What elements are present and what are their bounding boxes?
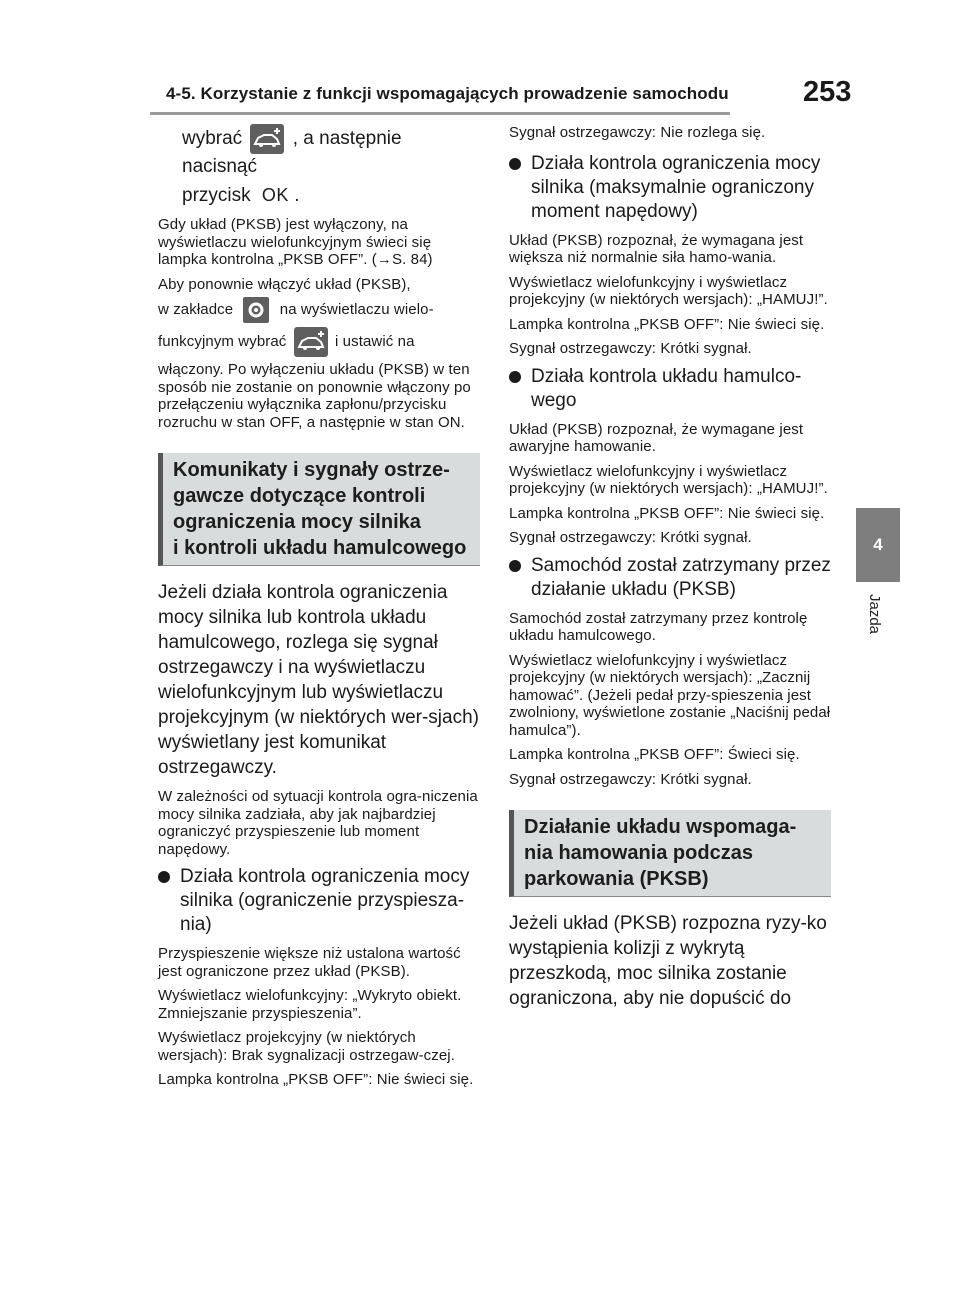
bullet-text: Działa kontrola układu hamulco-wego (531, 365, 802, 411)
paragraph: Samochód został zatrzymany przez kontrolę układu hamulcowego. (509, 609, 808, 644)
car-settings-icon (294, 327, 328, 357)
paragraph: Lampka kontrolna „PKSB OFF”: Świeci się. (509, 746, 800, 763)
paragraph: Sygnał ostrzegawczy: Krótki sygnał. (509, 770, 752, 788)
paragraph: Jeżeli układ (PKSB) rozpozna ryzy-ko wystąpienia kolizji z wykrytą przeszkodą, moc silnika zostanie ograniczona, aby nie dopuścić do (509, 913, 827, 1009)
paragraph: Jeżeli działa kontrola ograniczenia mocy silnika lub kontrola układu hamulcowego, rozlega się sygnał ostrzegawczy i na wyświetlaczu wielofunkcyjnym lub wyświetlaczu projekcyjnym (w niektórych wer-sjach) wyświetlany jest komunikat ostrzegawczy. (158, 582, 479, 778)
bullet-heading (509, 554, 831, 602)
text: i ustawić na (334, 332, 415, 350)
ok-button-glyph: OK (261, 185, 289, 205)
section-title-line: Działanie układu wspomaga- (524, 816, 797, 838)
section-title-line: Komunikaty i sygnały ostrze- (173, 459, 450, 481)
paragraph: Sygnał ostrzegawczy: Nie rozlega się. (509, 124, 766, 141)
page-number: 253 (803, 76, 852, 108)
chapter-number: 4 (873, 535, 883, 554)
bullet-text: Samochód został zatrzymany przez działanie układu (PKSB) (531, 554, 831, 600)
bullet-text: Działa kontrola ograniczenia mocy silnika (ograniczenie przyspiesza-nia) (180, 866, 470, 935)
paragraph: W zależności od sytuacji kontrola ogra-niczenia mocy silnika zadziała, aby jak najbardziej ograniczyć przyspieszenie lub moment napędowy. (158, 788, 478, 858)
bullet-dot-icon (509, 371, 521, 383)
paragraph: Sygnał ostrzegawczy: Krótki sygnał. (509, 340, 752, 357)
paragraph: Lampka kontrolna „PKSB OFF”: Nie świeci się. (158, 1071, 474, 1088)
paragraph: Wyświetlacz wielofunkcyjny i wyświetlacz projekcyjny (w niektórych wersjach): „Zacznij hamować”. (Jeżeli pedał przy-spieszenia jest zwolniony, wyświetlone zostanie „Naciśnij pedał hamulca”). (509, 651, 831, 739)
page-header-title: 4-5. Korzystanie z funkcji wspomagających prowadzenie samochodu (166, 84, 729, 103)
paragraph (158, 297, 480, 323)
intro-text: , a następnie nacisnąć (182, 128, 402, 177)
paragraph: Układ (PKSB) rozpoznał, że wymagane jest awaryjne hamowanie. (509, 420, 804, 455)
bullet-heading (509, 365, 831, 413)
car-settings-icon (250, 124, 284, 154)
paragraph: Wyświetlacz wielofunkcyjny i wyświetlacz projekcyjny (w niektórych wersjach): „HAMUJ!”. (509, 462, 828, 497)
section-heading-box (158, 453, 480, 566)
header-rule (150, 112, 730, 115)
section-title-line: i kontroli układu hamulcowego (173, 537, 467, 559)
bullet-heading (509, 152, 831, 224)
paragraph: Sygnał ostrzegawczy: Krótki sygnał. (509, 529, 752, 546)
gear-icon (243, 297, 269, 323)
intro-text: przycisk (182, 185, 251, 206)
bullet-heading (158, 865, 480, 937)
left-column (158, 124, 480, 1096)
right-column (509, 124, 831, 1019)
paragraph: Aby ponownie włączyć układ (PKSB), (158, 275, 411, 293)
paragraph: Przyspieszenie większe niż ustalona wartość jest ograniczone przez układ (PKSB). (158, 945, 461, 980)
chapter-label: Jazda (866, 594, 883, 635)
section-title-line: nia hamowania podczas (524, 842, 753, 864)
paragraph: Lampka kontrolna „PKSB OFF”: Nie świeci się. (509, 315, 825, 333)
bullet-dot-icon (509, 158, 521, 170)
text: funkcyjnym wybrać (158, 332, 287, 350)
paragraph: Wyświetlacz wielofunkcyjny: „Wykryto obiekt. Zmniejszanie przyspieszenia”. (158, 987, 462, 1022)
bullet-text: Działa kontrola ograniczenia mocy silnika (maksymalnie ograniczony moment napędowy) (531, 152, 821, 222)
section-title-line: parkowania (PKSB) (524, 868, 709, 890)
intro-line-2 (182, 183, 480, 208)
paragraph: Lampka kontrolna „PKSB OFF”: Nie świeci się. (509, 504, 825, 522)
chapter-tab[interactable] (856, 508, 900, 582)
section-heading-box (509, 810, 831, 897)
section-title-line: gawcze dotyczące kontroli (173, 485, 426, 507)
paragraph: Wyświetlacz projekcyjny (w niektórych wersjach): Brak sygnalizacji ostrzegaw-czej. (158, 1029, 455, 1064)
section-title-line: ograniczenia mocy silnika (173, 511, 421, 533)
intro-line-1 (182, 124, 480, 179)
paragraph: Gdy układ (PKSB) jest wyłączony, na wyświetlaczu wielofunkcyjnym świeci się lampka kontrolna „PKSB OFF”. (→S. 84) (158, 216, 433, 268)
paragraph: Wyświetlacz wielofunkcyjny i wyświetlacz projekcyjny (w niektórych wersjach): „HAMUJ!”. (509, 273, 828, 308)
paragraph: włączony. Po wyłączeniu układu (PKSB) w ten sposób nie zostanie on ponownie włączony po przełączeniu wyłącznika zapłonu/przycisku rozruchu w stan OFF, a następnie w stan ON. (158, 361, 471, 431)
paragraph (158, 327, 480, 357)
paragraph: Układ (PKSB) rozpoznał, że wymagana jest większa niż normalnie siła hamo-wania. (509, 231, 804, 266)
intro-text: wybrać (182, 128, 243, 150)
text: w zakładce (158, 300, 234, 318)
bullet-dot-icon (509, 560, 521, 572)
intro-text: . (294, 185, 300, 206)
bullet-dot-icon (158, 871, 170, 883)
text: na wyświetlaczu wielo- (279, 300, 434, 318)
